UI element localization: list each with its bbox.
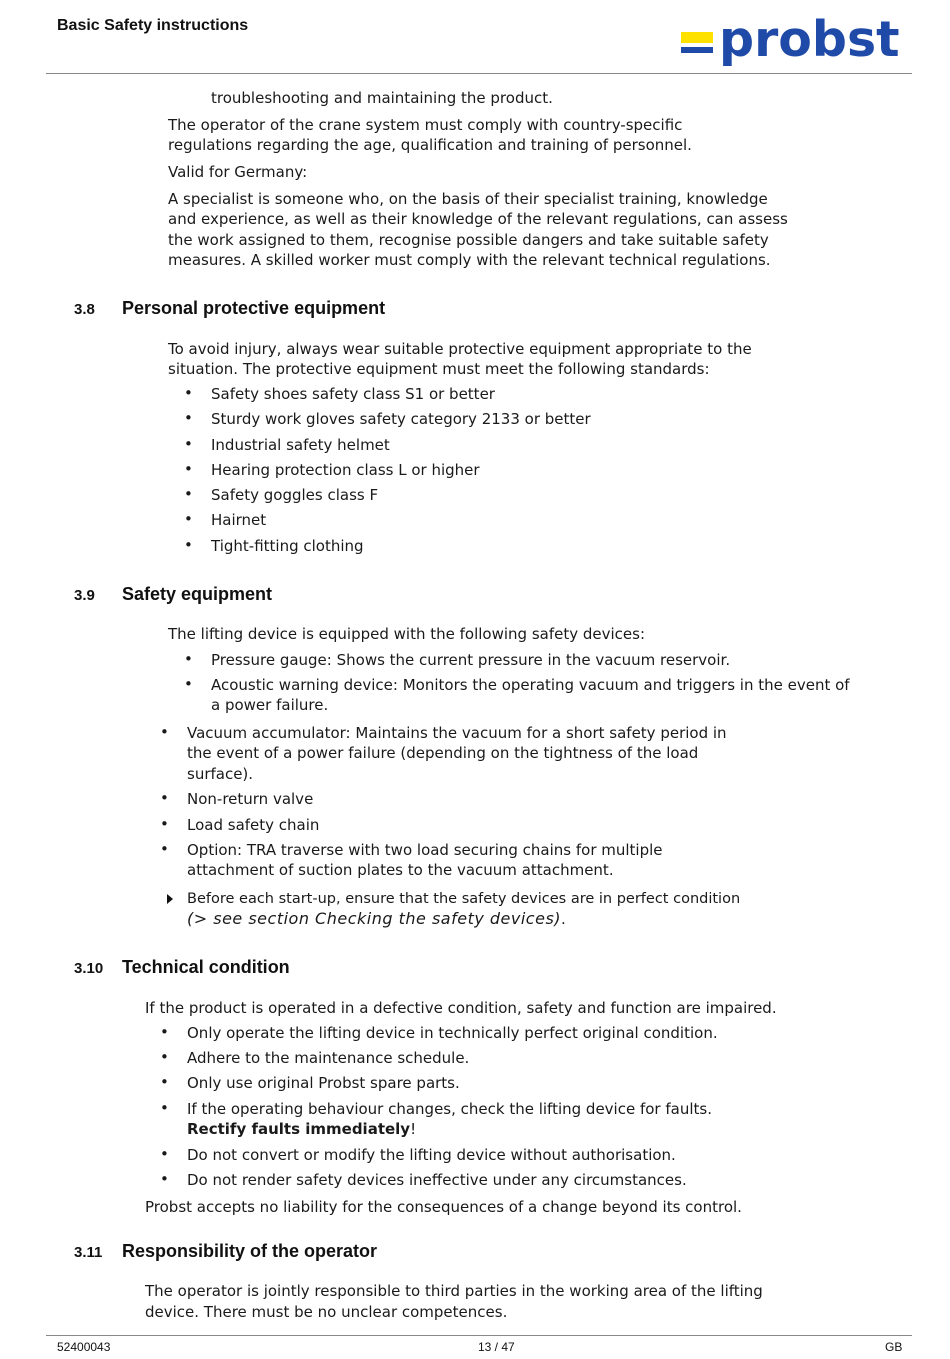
section-3-9-title: Safety equipment xyxy=(122,584,273,604)
section-3-11-title: Responsibility of the operator xyxy=(122,1241,378,1261)
intro-p1-l2: regulations regarding the age, qualification and training of personnel. xyxy=(168,136,692,154)
s310-closing: Probst accepts no liability for the consequences of a change beyond its control. xyxy=(145,1198,742,1216)
logo-bars-icon xyxy=(681,32,713,53)
bullet-icon: • xyxy=(184,384,193,402)
s39-para: The lifting device is equipped with the following safety devices: xyxy=(168,625,645,643)
s39-bullet-4: Non-return valve xyxy=(187,790,314,808)
s311-para-l2: device. There must be no unclear competences. xyxy=(145,1303,508,1321)
action-arrow-icon xyxy=(167,894,173,904)
s38-bullet-7: Tight-fitting clothing xyxy=(211,537,364,555)
s310-bullet-6: Do not render safety devices ineffective under any circumstances. xyxy=(187,1171,687,1189)
header-title: Basic Safety instructions xyxy=(57,17,249,34)
footer-doc-number: 52400043 xyxy=(57,1340,111,1354)
s39-action: Before each start-up, ensure that the safety devices are in perfect condition xyxy=(187,891,741,907)
s311-para-l1: The operator is jointly responsible to third parties in the working area of the lifting xyxy=(145,1282,763,1300)
intro-p3-l4: measures. A skilled worker must comply with the relevant technical regulations. xyxy=(168,251,771,269)
bullet-icon: • xyxy=(160,1023,169,1041)
s39-bullet-3-l3: surface). xyxy=(187,765,254,783)
bullet-icon: • xyxy=(184,510,193,528)
s38-para-l1: To avoid injury, always wear suitable protective equipment appropriate to the xyxy=(168,340,752,358)
bullet-icon: • xyxy=(184,675,193,693)
bullet-icon: • xyxy=(160,723,169,741)
bullet-icon: • xyxy=(160,789,169,807)
s38-bullet-4: Hearing protection class L or higher xyxy=(211,461,480,479)
s310-bullet-4: If the operating behaviour changes, check the lifting device for faults. xyxy=(187,1100,712,1118)
probst-logo xyxy=(681,11,905,70)
section-reference-link[interactable]: (> see section Checking the safety devices) xyxy=(187,909,562,928)
s39-bullet-2-l1: Acoustic warning device: Monitors the operating vacuum and triggers in the event of xyxy=(211,676,850,694)
s310-para: If the product is operated in a defective condition, safety and function are impaired. xyxy=(145,999,777,1017)
intro-p2: Valid for Germany: xyxy=(168,163,308,181)
intro-p3-l3: the work assigned to them, recognise possible dangers and take suitable safety xyxy=(168,231,769,249)
intro-p3-l1: A specialist is someone who, on the basis of their specialist training, knowledge xyxy=(168,190,768,208)
bullet-icon: • xyxy=(160,815,169,833)
section-3-11-number: 3.11 xyxy=(74,1244,103,1261)
s38-bullet-2: Sturdy work gloves safety category 2133 or better xyxy=(211,410,591,428)
s39-bullet-6-l1: Option: TRA traverse with two load securing chains for multiple xyxy=(187,841,663,859)
section-3-9-number: 3.9 xyxy=(74,587,95,604)
logo-text: probst xyxy=(719,11,900,68)
s38-para-l2: situation. The protective equipment must meet the following standards: xyxy=(168,360,710,378)
intro-p1-l1: The operator of the crane system must comply with country-specific xyxy=(168,116,683,134)
section-3-10-title: Technical condition xyxy=(122,957,290,977)
footer-page-number: 13 / 47 xyxy=(478,1340,515,1354)
intro-continuation: troubleshooting and maintaining the product. xyxy=(211,89,553,107)
s39-bullet-5: Load safety chain xyxy=(187,816,320,834)
s38-bullet-6: Hairnet xyxy=(211,511,267,529)
s39-bullet-1: Pressure gauge: Shows the current pressure in the vacuum reservoir. xyxy=(211,651,731,669)
section-3-8-number: 3.8 xyxy=(74,301,95,318)
bullet-icon: • xyxy=(184,409,193,427)
s310-bullet-1: Only operate the lifting device in technically perfect original condition. xyxy=(187,1024,718,1042)
bullet-icon: • xyxy=(184,435,193,453)
header-divider xyxy=(46,73,912,74)
s39-action-ref-line xyxy=(187,909,566,930)
section-3-10-number: 3.10 xyxy=(74,960,104,977)
s310-bullet-4-bold: Rectify faults immediately xyxy=(187,1120,411,1138)
s310-bullet-3: Only use original Probst spare parts. xyxy=(187,1074,460,1092)
s38-bullet-5: Safety goggles class F xyxy=(211,486,379,504)
s39-bullet-3-l1: Vacuum accumulator: Maintains the vacuum for a short safety period in xyxy=(187,724,727,742)
bullet-icon: • xyxy=(160,1170,169,1188)
bullet-icon: • xyxy=(160,1073,169,1091)
bullet-icon: • xyxy=(160,1048,169,1066)
s310-bullet-2: Adhere to the maintenance schedule. xyxy=(187,1049,470,1067)
s38-bullet-1: Safety shoes safety class S1 or better xyxy=(211,385,495,403)
s39-bullet-3-l2: the event of a power failure (depending on the tightness of the load xyxy=(187,744,699,762)
footer-language: GB xyxy=(885,1340,903,1354)
bullet-icon: • xyxy=(184,650,193,668)
bullet-icon: • xyxy=(184,536,193,554)
s310-bullet-4-end: ! xyxy=(410,1120,417,1138)
s39-action-end: . xyxy=(561,910,566,928)
s310-bullet-5: Do not convert or modify the lifting device without authorisation. xyxy=(187,1146,676,1164)
bullet-icon: • xyxy=(184,485,193,503)
section-3-8-title: Personal protective equipment xyxy=(122,298,386,318)
s39-bullet-2-l2: a power failure. xyxy=(211,696,329,714)
bullet-icon: • xyxy=(160,1145,169,1163)
s310-bullet-4-emphasis-line xyxy=(187,1119,416,1140)
footer-divider xyxy=(46,1335,912,1336)
s38-bullet-3: Industrial safety helmet xyxy=(211,436,390,454)
bullet-icon: • xyxy=(184,460,193,478)
bullet-icon: • xyxy=(160,840,169,858)
bullet-icon: • xyxy=(160,1099,169,1117)
intro-p3-l2: and experience, as well as their knowledge of the relevant regulations, can assess xyxy=(168,210,788,228)
s39-bullet-6-l2: attachment of suction plates to the vacuum attachment. xyxy=(187,861,614,879)
